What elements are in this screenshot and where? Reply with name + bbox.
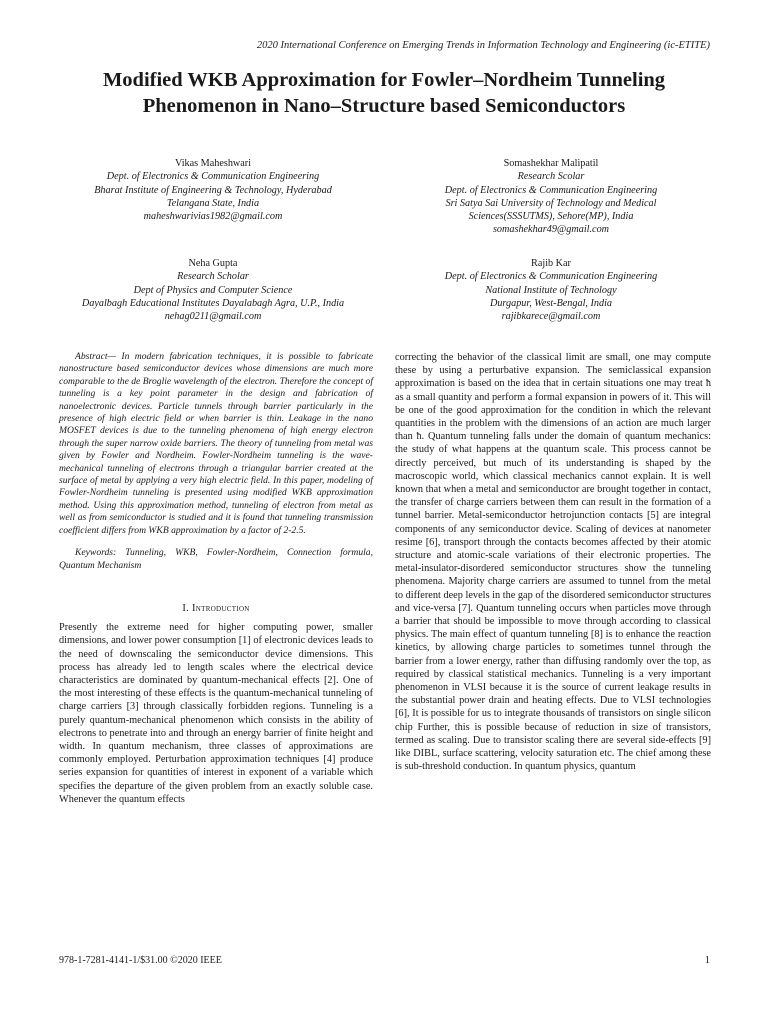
paper-title: [40, 67, 728, 119]
author-email: rajibkarece@gmail.com: [501, 311, 601, 323]
author-name: Neha Gupta: [188, 258, 238, 269]
section-number: I.: [182, 602, 190, 614]
left-column: [59, 351, 373, 806]
right-column: [395, 351, 711, 774]
author-name: Rajib Kar: [531, 258, 571, 269]
author-affiliation-line: Dept. of Electronics & Communication Engineering: [106, 171, 320, 183]
author-affiliation-line: Durgapur, West-Bengal, India: [489, 297, 613, 309]
section-title: Introduction: [192, 602, 250, 614]
abstract: Abstract— In modern fabrication techniques, it is possible to fabricate nanostructure based semiconductor devices whose dimensions are much more comparable to the de Broglie wavelength of the electron. Therefore the concept of tunneling is a key point parameter in the design and fabrication of nanoelectronic devices. Particle tunnels through barrier particularly in the presence of high electric field or when barrier is thin. Leakage in the nano MOSFET devices is due to the tunneling phenomena of high energy electron through the super narrow oxide barriers. The theory of tunneling from metal was given by Fowler and Nordheim. Fowler-Nordheim tunneling is the wave-mechanical tunneling of electrons through a triangular barrier created at the surface of metal by applying a very high electric field. In this paper, modeling of Fowler-Nordheim tunneling is presented using modified WKB approximation method. Using this approximation method, tunneling of electron from metal as well as from semiconductor is studied and it is found that tunneling transmission coefficient differs from WKB approximation by a factor of 2-2.5.: [59, 351, 373, 536]
intro-paragraph: Presently the extreme need for higher computing power, smaller dimensions, and lower power consumption [1] of electronic devices leads to the need of downscaling the semiconductor device dimensions. This process has already led to length scales where the electrical device characteristics are dominated by quantum-mechanical effects [2]. One of the most interesting of these effects is the quantum-mechanical tunneling of charge carriers [3] through classically forbidden regions. Tunneling is a purely quantum-mechanical phenomenon which consists in the ability of electrons to penetrate into and through an energy barrier of finite height and width. In quantum mechanism, three classes of approximations are commonly employed. Perturbation approximation techniques [4] produce series expansion for quantities of interest in exponent of a variable which specifies the departure of the given problem from an exactly soluble case. Whenever the quantum effects: [59, 622, 373, 805]
author-block: [386, 157, 716, 237]
copyright-footer: 978-1-7281-4141-1/$31.00 ©2020 IEEE: [59, 955, 222, 966]
intro-paragraph-continued: correcting the behavior of the classical limit are small, one may compute these by using a perturbative expansion. The semiclassical expansion approximation is based on the idea that in certain situations one may treat ħ as a small quantity and perform a formal expansion in powers of it. This will be one of the good approximation for the condition in which the relevant quantities in the problem with the dimensions of an action are much larger than ħ. Quantum tunneling falls under the domain of quantum mechanics: the study of what happens at the quantum scale. This process cannot be directly perceived, but much of its understanding is shaped by the macroscopic world, which classical mechanics cannot explain. It is well known that when a metal and semiconductor are brought together in contact, the transfer of charge carriers between them can result in the formation of a tunnel barrier. Metal-semiconductor hetrojunction contacts [5] are integral components of any semiconductor device. Scaling of devices at nanometer resime [6], transport through the contacts becomes affected by their atomic structure and atomic-scale variations of their electronic properties. The metal-insulator-disordered semiconductor structures show the tunneling phenomena. Majority charge carriers are assumed to tunnel from the metal to different deep levels in the gap of the disordered semiconductor structures and vice-versa [7]. Quantum tunneling occurs when particles move through a barrier that should be impossible to move through according to classical physics. The main effect of quantum tunneling [8] is to enhance the reaction kinetics, by allowing charge particles to sometimes tunnel through the barrier from a lower energy, rather than diffusing randomly over the top, as required by classical statistical mechanics. Tunneling is a very important phenomenon in VLSI because it is the source of current leakage results in the substantial power drain and heating effects. Due to VLSI technologies [6], It is possible for us to integrate thousands of transistors on single silicon chip Further, this is possible because of reduction in size of transistors, termed as scaling. Due to transistor scaling there are several side-effects [9] like DIBL, surface scattering, velocity saturation etc. The chief among these is sub-threshold conduction. In quantum physics, quantum: [395, 352, 711, 773]
author-email: maheshwarivias1982@gmail.com: [143, 211, 283, 223]
author-block: [48, 157, 378, 223]
author-affiliation-line: Dept. of Electronics & Communication Engineering: [444, 184, 658, 196]
title-line-2: Phenomenon in Nano–Structure based Semiconductors: [142, 95, 626, 117]
author-name: Somashekhar Malipatil: [503, 158, 599, 169]
author-affiliation-line: Sri Satya Sai University of Technology and Medical: [445, 197, 657, 209]
author-block: [386, 257, 716, 323]
author-email: nehag0211@gmail.com: [164, 311, 262, 323]
keywords: Keywords: Tunneling, WKB, Fowler-Nordheim, Connection formula, Quantum Mechanism: [59, 547, 373, 571]
author-affiliation-line: Sciences(SSSUTMS), Sehore(MP), India: [468, 211, 634, 223]
title-line-1: Modified WKB Approximation for Fowler–Nordheim Tunneling: [102, 69, 666, 91]
author-affiliation-line: Dayalbagh Educational Institutes Dayalabagh Agra, U.P., India: [81, 297, 345, 309]
author-email: somashekhar49@gmail.com: [492, 224, 610, 236]
page-number: 1: [704, 955, 710, 966]
author-affiliation-line: National Institute of Technology: [485, 284, 617, 296]
author-block: [48, 257, 378, 323]
author-affiliation-line: Research Scholar: [177, 271, 249, 283]
author-affiliation-line: Telangana State, India: [166, 197, 260, 209]
author-affiliation-line: Dept. of Electronics & Communication Engineering: [444, 271, 658, 283]
author-name: Vikas Maheshwari: [174, 158, 252, 169]
section-heading: [59, 602, 373, 615]
conference-header: 2020 International Conference on Emerging Trends in Information Technology and Engineering (ic-ETITE): [256, 40, 710, 51]
author-affiliation-line: Bharat Institute of Engineering & Technology, Hyderabad: [94, 184, 332, 196]
author-affiliation-line: Research Scolar: [517, 171, 585, 183]
author-affiliation-line: Dept of Physics and Computer Science: [133, 284, 293, 296]
